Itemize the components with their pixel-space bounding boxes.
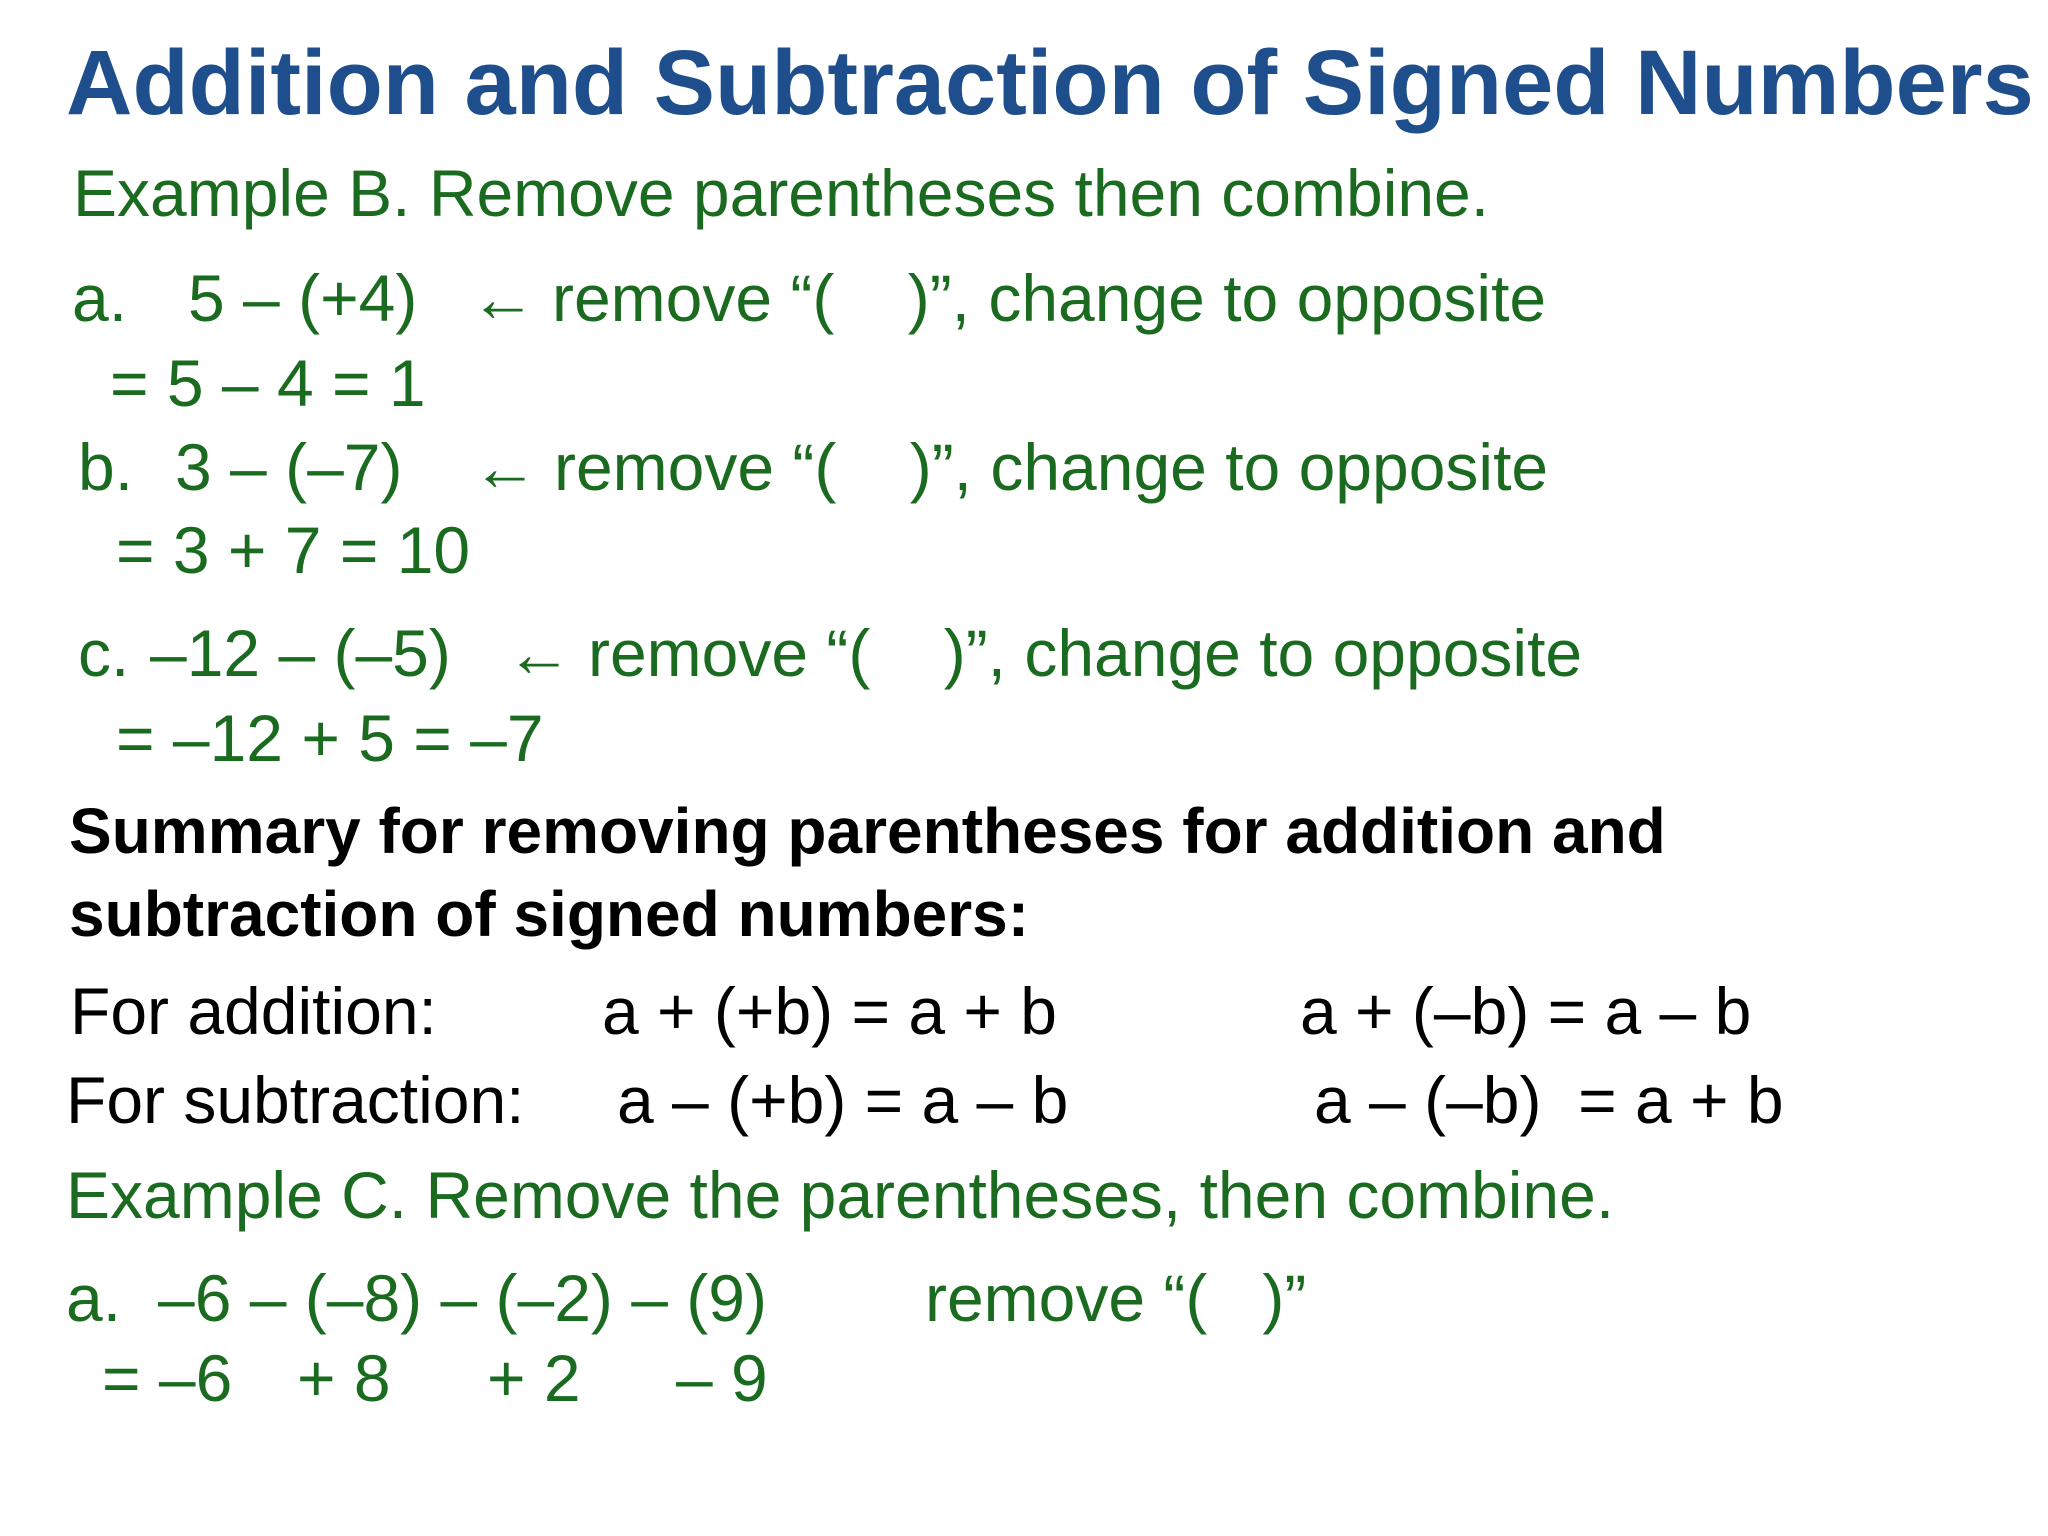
example-c-heading: Example C. Remove the parentheses, then combine. [66, 1158, 1615, 1232]
example-c-item-a-label: a. [66, 1261, 122, 1335]
subtraction-rule-positive: a – (+b) = a – b [617, 1063, 1069, 1137]
example-b-heading: Example B. Remove parentheses then combine. [73, 156, 1490, 230]
summary-heading-line1: Summary for removing parentheses for addition and [69, 795, 1666, 867]
example-c-result-term: = –6 [102, 1341, 233, 1415]
example-c-result-term: – 9 [676, 1341, 768, 1415]
example-b-item-b-note: remove “( )”, change to opposite [554, 430, 1549, 504]
example-b-item-c-label: c. [78, 616, 130, 690]
example-c-item-a-note: remove “( )” [925, 1261, 1307, 1335]
left-arrow-icon: ← [506, 616, 572, 690]
left-arrow-icon: ← [472, 430, 538, 504]
subtraction-label: For subtraction: [66, 1063, 525, 1137]
example-b-item-c-result: = –12 + 5 = –7 [116, 701, 544, 775]
example-b-item-b-result: = 3 + 7 = 10 [116, 513, 471, 587]
addition-rule-negative: a + (–b) = a – b [1300, 974, 1752, 1048]
summary-heading-line2: subtraction of signed numbers: [69, 878, 1030, 950]
example-b-item-a-label: a. [72, 261, 128, 335]
example-b-item-b-expr: 3 – (–7) [175, 430, 403, 504]
slide-title: Addition and Subtraction of Signed Numbers [66, 32, 2034, 134]
example-c-item-a-expr: –6 – (–8) – (–2) – (9) [158, 1261, 767, 1335]
example-b-item-a-result: = 5 – 4 = 1 [110, 346, 426, 420]
example-c-result-term: + 8 [297, 1341, 391, 1415]
example-c-result-term: + 2 [487, 1341, 581, 1415]
left-arrow-icon: ← [470, 261, 536, 335]
addition-label: For addition: [70, 974, 437, 1048]
subtraction-rule-negative: a – (–b) = a + b [1314, 1063, 1784, 1137]
example-b-item-a-note: remove “( )”, change to opposite [552, 261, 1547, 335]
example-b-item-b-label: b. [78, 430, 134, 504]
addition-rule-positive: a + (+b) = a + b [602, 974, 1057, 1048]
example-b-item-a-expr: 5 – (+4) [188, 261, 418, 335]
example-b-item-c-expr: –12 – (–5) [150, 616, 451, 690]
example-b-item-c-note: remove “( )”, change to opposite [588, 616, 1583, 690]
